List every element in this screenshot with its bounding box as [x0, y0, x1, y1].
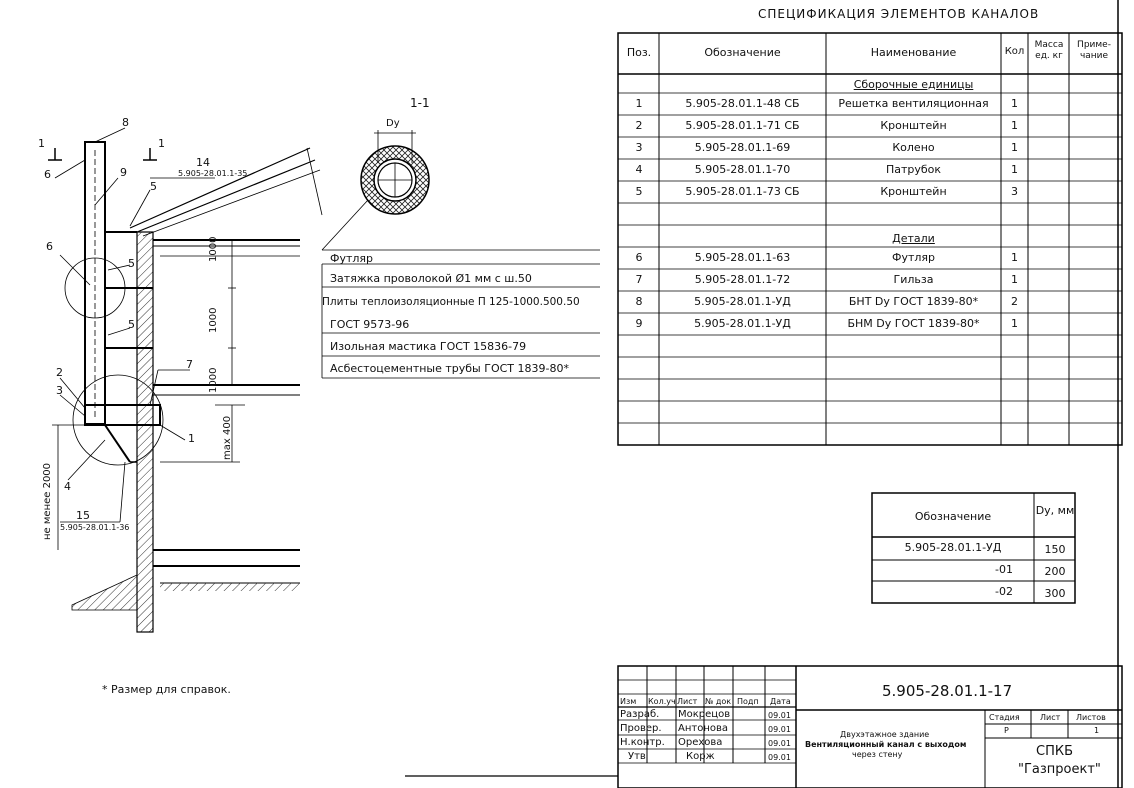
section-layer-label: Затяжка проволокой Ø1 мм с ш.50: [330, 272, 532, 285]
tb-col-header: Кол.уч: [648, 697, 676, 706]
spec-header-note: Приме-чание: [1077, 40, 1111, 61]
spec-row-qty: 1: [1011, 317, 1018, 330]
spec-header-mass: Масса ед. кг: [1034, 40, 1064, 61]
spec-row-qty: 1: [1011, 141, 1018, 154]
callout-ref: 5.905-28.01.1-35: [178, 169, 248, 178]
callout-mark: 5: [150, 180, 157, 193]
callout-mark: 5: [128, 257, 135, 270]
tb-role: Разраб.: [620, 709, 660, 720]
callout-mark: 3: [56, 384, 63, 397]
dy-row-value: 200: [1044, 565, 1066, 578]
spec-row-pos: 2: [635, 119, 643, 132]
spec-row-name: Футляр: [891, 251, 936, 264]
callout-mark: 9: [120, 166, 127, 179]
spec-header-qty: Кол: [1004, 46, 1025, 57]
spec-row-code: 5.905-28.01.1-48 СБ: [685, 97, 800, 110]
tb-col-header: Подп: [737, 697, 759, 706]
section-layer-label: Футляр: [330, 252, 374, 265]
dy-row-code: 5.905-28.01.1-УД: [904, 541, 1002, 554]
tb-sheets-label: Листов: [1076, 713, 1106, 722]
callout-mark: 8: [122, 116, 129, 129]
spec-row-name: Кронштейн: [880, 119, 947, 132]
spec-row-qty: 1: [1011, 251, 1018, 264]
tb-role: Утв: [628, 751, 646, 762]
tb-col-header: Изм: [620, 697, 637, 706]
callout-mark: 14: [196, 156, 210, 169]
spec-row-name: Кронштейн: [880, 185, 947, 198]
tb-date: 09.01: [768, 725, 791, 734]
dy-row-value: 300: [1044, 587, 1066, 600]
callout-mark: 15: [76, 509, 90, 522]
spec-row-qty: 1: [1011, 119, 1018, 132]
spec-row-code: 5.905-28.01.1-УД: [694, 295, 791, 308]
dimension-label: 1000: [208, 367, 219, 393]
section-mark: 1: [38, 137, 45, 150]
section-layer-label: Плиты теплоизоляционные П 125-1000.500.50: [322, 296, 580, 308]
spec-row-pos: 6: [635, 251, 643, 264]
spec-row-qty: 3: [1011, 185, 1018, 198]
tb-col-header: Дата: [770, 697, 791, 706]
tb-role: Провер.: [620, 723, 662, 734]
callout-ref: 5.905-28.01.1-36: [60, 523, 130, 532]
tb-role: Н.контр.: [620, 737, 665, 748]
tb-sheets: 1: [1094, 726, 1100, 735]
callout-mark: 1: [188, 432, 195, 445]
callout-mark: 6: [46, 240, 53, 253]
dimension-label: 1000: [208, 307, 219, 333]
spec-row-pos: 5: [635, 185, 643, 198]
tb-person: Мокрецов: [678, 709, 731, 720]
dy-row-code: -02: [995, 585, 1013, 598]
spec-header-name: Наименование: [870, 46, 957, 59]
spec-row-pos: 1: [635, 97, 643, 110]
section-1-1-drawing: [322, 130, 600, 250]
tb-col-header: № док: [705, 697, 732, 706]
dy-header-dy: Dy, мм: [1035, 504, 1075, 517]
spec-row-name: Патрубок: [885, 163, 942, 176]
spec-row-name: Колено: [892, 141, 935, 154]
callout-mark: 2: [56, 366, 63, 379]
dy-row-value: 150: [1044, 543, 1066, 556]
spec-title: СПЕЦИФИКАЦИЯ ЭЛЕМЕНТОВ КАНАЛОВ: [758, 7, 1040, 21]
section-mark: 1: [158, 137, 165, 150]
tb-description: Двухэтажное здание: [840, 730, 930, 739]
dimension-label: не менее 2000: [42, 462, 53, 540]
spec-row-code: 5.905-28.01.1-72: [694, 273, 791, 286]
spec-row-name: Гильза: [893, 273, 934, 286]
spec-row-qty: 1: [1011, 273, 1018, 286]
elevation-drawing: [48, 128, 322, 632]
tb-org: "Газпроект": [1018, 762, 1101, 777]
tb-org: СПКБ: [1036, 744, 1074, 759]
dimension-label: 1000: [208, 236, 219, 262]
spec-row-qty: 1: [1011, 163, 1018, 176]
spec-row-name: БНТ Dy ГОСТ 1839-80*: [848, 295, 979, 308]
tb-description: через стену: [852, 750, 903, 759]
footnote: * Размер для справок.: [102, 683, 231, 696]
section-layer-label: Изольная мастика ГОСТ 15836-79: [330, 340, 527, 353]
section-dy-label: Dy: [386, 118, 400, 129]
tb-sheet-label: Лист: [1040, 713, 1061, 722]
callout-mark: 5: [128, 318, 135, 331]
dy-row-code: -01: [995, 563, 1013, 576]
spec-row-code: 5.905-28.01.1-73 СБ: [685, 185, 800, 198]
section-layer-label: Асбестоцементные трубы ГОСТ 1839-80*: [330, 362, 569, 375]
dy-header-code: Обозначение: [914, 510, 992, 523]
tb-stage-label: Стадия: [989, 713, 1020, 722]
spec-header-code: Обозначение: [704, 46, 781, 59]
tb-person: Корж: [686, 751, 715, 762]
spec-row-pos: 7: [635, 273, 643, 286]
spec-row-name: БНМ Dy ГОСТ 1839-80*: [847, 317, 980, 330]
tb-date: 09.01: [768, 753, 791, 762]
tb-col-header: Лист: [677, 697, 698, 706]
spec-row-pos: 3: [635, 141, 643, 154]
tb-description: Вентиляционный канал с выходом: [805, 740, 967, 749]
tb-date: 09.01: [768, 739, 791, 748]
callout-mark: 7: [186, 358, 193, 371]
tb-person: Антонова: [678, 723, 728, 734]
section-label: 1-1: [410, 96, 430, 110]
spec-row-code: 5.905-28.01.1-71 СБ: [685, 119, 800, 132]
spec-row-pos: 8: [635, 295, 643, 308]
spec-row-code: 5.905-28.01.1-70: [694, 163, 791, 176]
dimension-label: max 400: [222, 415, 233, 460]
spec-row-code: 5.905-28.01.1-УД: [694, 317, 791, 330]
section-layer-label: ГОСТ 9573-96: [330, 318, 410, 331]
tb-person: Орехова: [678, 737, 723, 748]
spec-row-qty: 1: [1011, 97, 1018, 110]
spec-section-assemblies: Сборочные единицы: [853, 78, 974, 91]
spec-header-pos: Поз.: [626, 46, 652, 59]
spec-row-name: Решетка вентиляционная: [838, 97, 989, 110]
spec-row-code: 5.905-28.01.1-69: [694, 141, 791, 154]
document-code: 5.905-28.01.1-17: [882, 682, 1013, 700]
tb-stage: Р: [1004, 726, 1009, 735]
spec-row-code: 5.905-28.01.1-63: [694, 251, 791, 264]
spec-row-qty: 2: [1011, 295, 1018, 308]
spec-section-parts: Детали: [892, 232, 935, 245]
callout-mark: 4: [64, 480, 71, 493]
tb-date: 09.01: [768, 711, 791, 720]
spec-row-pos: 9: [635, 317, 643, 330]
callout-mark: 6: [44, 168, 51, 181]
spec-row-pos: 4: [635, 163, 643, 176]
